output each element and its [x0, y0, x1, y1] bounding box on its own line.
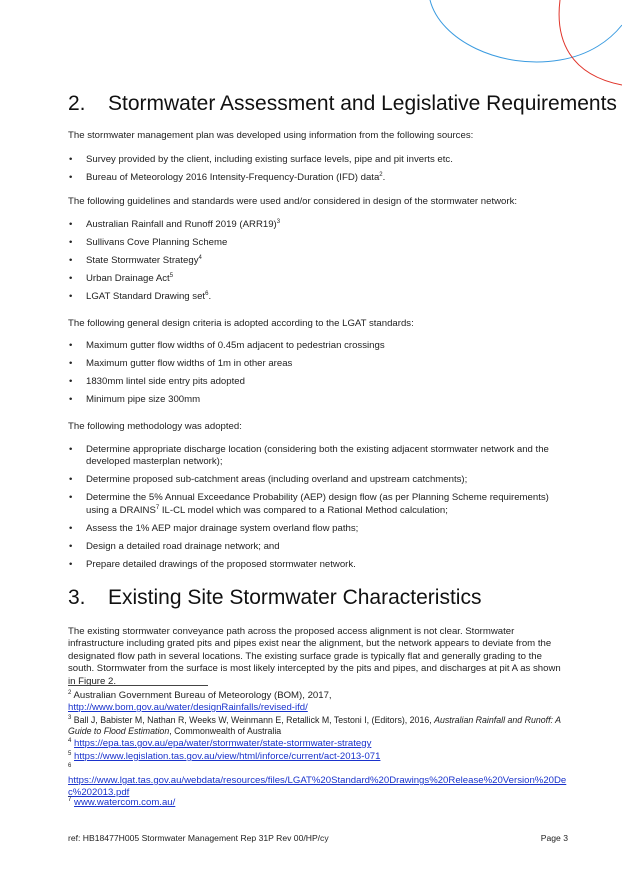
list-item-text: LGAT Standard Drawing set	[86, 291, 206, 302]
footnote-5-link[interactable]: https://www.legislation.tas.gov.au/view/html/inforce/current/act-2013-071	[74, 751, 381, 762]
list-item	[68, 237, 568, 249]
list-item-text: Sullivans Cove Planning Scheme	[86, 237, 228, 248]
footnote-7-number: 7	[68, 796, 72, 803]
red-arc	[559, 0, 622, 85]
section-3-heading	[68, 586, 481, 610]
list-item	[68, 541, 568, 553]
list-item-text: Determine the 5% Annual Exceedance Probability (AEP) design flow (as per Planning Scheme requirements) using a DRAINS	[86, 492, 549, 516]
list-item-text: State Stormwater Strategy	[86, 255, 199, 266]
page-number: Page 3	[540, 833, 568, 843]
list-item	[68, 340, 568, 352]
list-item	[68, 394, 568, 406]
list-item-text: Determine proposed sub-catchment areas (including overland and upstream catchments);	[86, 474, 468, 486]
list-item-text: Assess the 1% AEP major drainage system overland flow paths;	[86, 522, 359, 534]
footnote-3-title: Australian Rainfall and Runoff: A Guide to Flood Estimation	[68, 715, 561, 736]
criteria-list	[68, 340, 568, 412]
footnote-7	[68, 797, 578, 809]
footnote-ref: 6	[205, 290, 209, 297]
list-item-text: Determine appropriate discharge location (considering both the existing adjacent stormwater network and the developed masterplan network);	[86, 444, 549, 468]
list-item-text: Urban Drainage Act	[86, 273, 170, 284]
list-item	[68, 376, 568, 388]
footnote-6	[68, 763, 578, 799]
list-item	[68, 172, 568, 184]
footnote-ref: 3	[276, 218, 281, 225]
list-item	[68, 523, 568, 535]
list-item-text: 1830mm lintel side entry pits adopted	[86, 376, 245, 387]
footnote-4	[68, 738, 578, 750]
list-item-text-tail: .	[208, 291, 212, 302]
list-item-text-tail: .	[382, 172, 386, 183]
footnote-6-link[interactable]: https://www.lgat.tas.gov.au/webdata/resources/files/LGAT%20Standard%20Drawings%20Release%20Version%20Dec%202013.pdf	[68, 775, 567, 798]
criteria-intro: The following general design criteria is adopted according to the LGAT standards:	[68, 318, 414, 329]
list-item-text: Survey provided by the client, including existing surface levels, pipe and pit inverts etc.	[86, 154, 453, 165]
list-item	[68, 255, 568, 267]
footnote-3-text-a: Ball J, Babister M, Nathan R, Weeks W, Weinmann E, Retallick M, Testoni I, (Editors), 2016,	[73, 715, 435, 725]
footnote-5-number: 5	[68, 750, 72, 757]
sources-intro: The stormwater management plan was developed using information from the following sources:	[68, 130, 474, 141]
footnote-3-text-b: , Commonwealth of Australia	[169, 726, 282, 736]
footnote-4-number: 4	[68, 737, 72, 744]
blue-arc	[430, 0, 622, 62]
list-item	[68, 559, 568, 571]
footer-reference: ref: HB18477H005 Stormwater Management Rep 31P Rev 00/HP/cy	[68, 833, 329, 843]
list-item	[68, 444, 568, 469]
section-3-body: The existing stormwater conveyance path across the proposed access alignment is not clear. Stormwater infrastructure including grated pits and pipes exist near the alignment, but the network appears to deviate from the designated flow path in several locations. The existing surface grade is typically flat and generally grading to the south. Stormwater from the surface is most likely intercepted by the pits and pipes, and discharges at pit A as shown in Figure 2.	[68, 626, 561, 687]
list-item	[68, 219, 568, 231]
footnote-7-link[interactable]: www.watercom.com.au/	[74, 797, 176, 808]
list-item-text-tail: IL-CL model which was compared to a Rational Method calculation;	[159, 504, 448, 516]
footnote-2-number: 2	[68, 689, 72, 696]
section-2-heading	[68, 92, 617, 116]
footnote-6-number: 6	[68, 762, 72, 769]
sources-list	[68, 154, 568, 190]
list-item-text: Bureau of Meteorology 2016 Intensity-Frequency-Duration (IFD) data	[86, 172, 380, 183]
footnote-2-link[interactable]: http://www.bom.gov.au/water/designRainfalls/revised-ifd/	[68, 702, 308, 713]
list-item	[68, 474, 568, 486]
section-3-title: Existing Site Stormwater Characteristics	[108, 586, 482, 609]
method-intro: The following methodology was adopted:	[68, 421, 242, 432]
list-item	[68, 154, 568, 166]
section-2-number: 2.	[68, 92, 86, 115]
footnote-2	[68, 690, 578, 714]
footnote-ref: 7	[155, 504, 160, 511]
guidelines-list	[68, 219, 568, 309]
list-item	[68, 492, 568, 517]
list-item-text: Design a detailed road drainage network; and	[86, 540, 280, 552]
footnote-2-text: Australian Government Bureau of Meteorology (BOM), 2017,	[73, 690, 332, 701]
footnote-ref: 5	[169, 272, 174, 279]
section-2-title: Stormwater Assessment and Legislative Requirements	[108, 92, 617, 115]
footnote-ref: 2	[379, 171, 383, 178]
decorative-arcs	[0, 0, 622, 90]
list-item-text: Australian Rainfall and Runoff 2019 (ARR19)	[86, 219, 277, 230]
list-item-text: Maximum gutter flow widths of 1m in other areas	[86, 358, 293, 369]
footnote-rule	[68, 685, 208, 686]
footnote-3-number: 3	[68, 715, 72, 722]
guidelines-intro: The following guidelines and standards were used and/or considered in design of the stormwater network:	[68, 196, 518, 207]
list-item-text: Maximum gutter flow widths of 0.45m adjacent to pedestrian crossings	[86, 340, 385, 351]
section-3-number: 3.	[68, 586, 86, 609]
list-item-text: Prepare detailed drawings of the proposed stormwater network.	[86, 558, 356, 570]
footnote-5	[68, 751, 578, 763]
footnote-3	[68, 715, 578, 737]
footnote-ref: 4	[198, 254, 202, 261]
list-item	[68, 358, 568, 370]
list-item-text: Minimum pipe size 300mm	[86, 394, 201, 405]
list-item	[68, 273, 568, 285]
footnote-4-link[interactable]: https://epa.tas.gov.au/epa/water/stormwater/state-stormwater-strategy	[74, 738, 372, 749]
list-item	[68, 291, 568, 303]
method-list	[68, 444, 568, 577]
page-footer	[68, 833, 568, 843]
